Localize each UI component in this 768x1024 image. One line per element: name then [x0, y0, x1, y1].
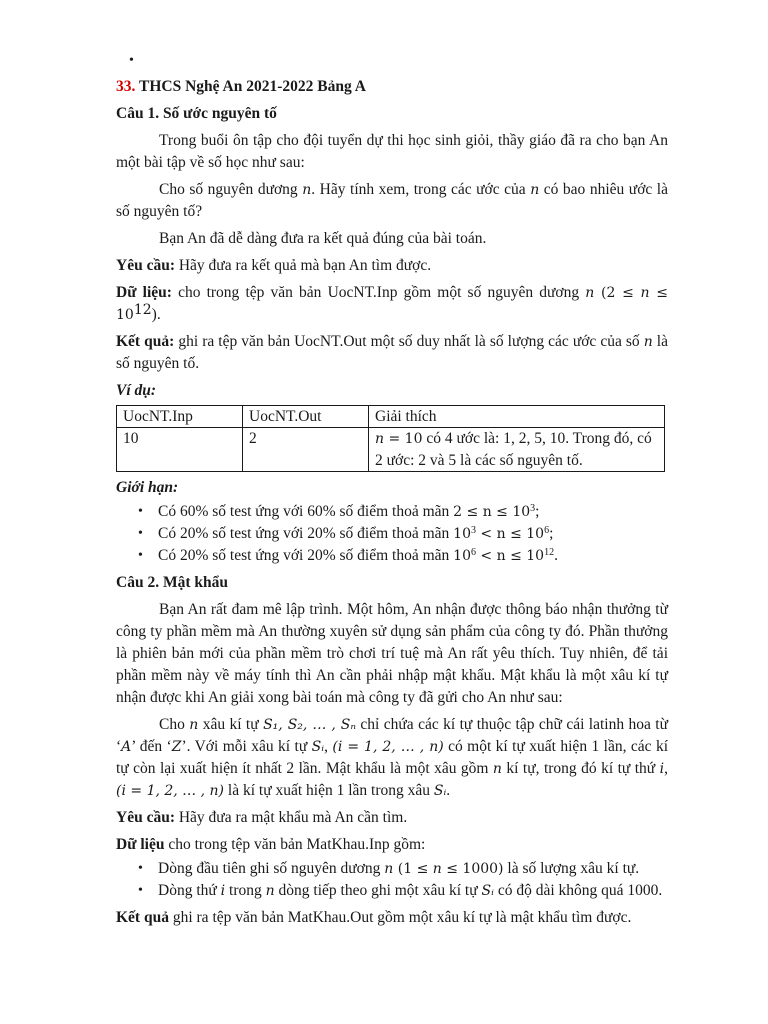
question2-requirement: Yêu cầu: Hãy đưa ra mật khẩu mà An cần tìm. — [116, 809, 408, 826]
question1-statement: Cho số nguyên dương n. Hãy tính xem, trong các ước của n có bao nhiêu ước là số nguyên tố? — [116, 181, 668, 220]
problem-heading — [116, 76, 668, 98]
document-body — [116, 50, 668, 929]
question1-heading: Câu 1. Số ước nguyên tố — [116, 105, 277, 122]
input-format-list — [116, 858, 668, 902]
list-item: • Dòng thứ i trong n dòng tiếp theo ghi một xâu kí tự Sᵢ có độ dài không quá 1000. — [116, 880, 668, 902]
table-header-row — [117, 406, 665, 428]
limits-list — [116, 501, 668, 567]
question1-output: Kết quả: ghi ra tệp văn bản UocNT.Out một số duy nhất là số lượng các ước của số n là số nguyên tố. — [116, 333, 668, 372]
question1-easy: Bạn An đã dễ dàng đưa ra kết quả đúng của bài toán. — [159, 230, 487, 247]
table-header-cell: Giải thích — [369, 406, 665, 428]
question1-requirement: Yêu cầu: Hãy đưa ra kết quả mà bạn An tìm được. — [116, 257, 432, 274]
example-label: Ví dụ: — [116, 382, 157, 399]
stray-bullet: • — [129, 53, 134, 68]
list-item: • Có 20% số test ứng với 20% số điểm thoả mãn $10^6 < n \le 10^{12}$. — [116, 545, 668, 567]
question2-intro: Bạn An rất đam mê lập trình. Một hôm, An nhận được thông báo nhận thưởng từ công ty phần mềm mà An thường xuyên sử dụng sản phẩm của công ty đó. Phần thưởng là phiên bản mới của phần mềm trò chơi trí tuệ mà An rất yêu thích. Tuy nhiên, để tải phần mềm này về máy tính thì An cần phải nhập mật khẩu. Mật khẩu là một xâu kí tự nhận được khi An giải xong bài toán mà công ty đã gửi cho An như sau: — [116, 601, 668, 706]
question2-statement: Cho n xâu kí tự S₁, S₂, … , Sₙ chỉ chứa các kí tự thuộc tập chữ cái latinh hoa từ ‘A’ đến ‘Z’. Với mỗi xâu kí tự Sᵢ, (i = 1, 2, … , n) có một kí tự xuất hiện 1 lần, các kí tự còn lại xuất hiện ít nhất 2 lần. Mật khẩu là một xâu gồm n kí tự, trong đó kí tự thứ i, (i = 1, 2, … , n) là kí tự xuất hiện 1 lần trong xâu Sᵢ. — [116, 716, 669, 799]
table-cell: 2 — [243, 428, 369, 472]
problem-number: 33. — [116, 78, 136, 95]
list-item: • Có 60% số test ứng với 60% số điểm thoả mãn $2 \le n \le 10^3$; — [116, 501, 668, 523]
problem-title: THCS Nghệ An 2021-2022 Bảng A — [138, 78, 366, 95]
list-item: • Có 20% số test ứng với 20% số điểm thoả mãn $10^3 < n \le 10^6$; — [116, 523, 668, 545]
table-cell-explanation: n = 10 có 4 ước là: 1, 2, 5, 10. Trong đó, có 2 ước: 2 và 5 là các số nguyên tố. — [369, 428, 665, 472]
question2-input: Dữ liệu cho trong tệp văn bản MatKhau.Inp gồm: — [116, 836, 426, 853]
question1-input: Dữ liệu: cho trong tệp văn bản UocNT.Inp gồm một số nguyên dương n $(2 \le n \le 10^{12})$. — [116, 284, 669, 323]
question2-output: Kết quả ghi ra tệp văn bản MatKhau.Out gồm một xâu kí tự là mật khẩu tìm được. — [116, 909, 632, 926]
limits-label: Giới hạn: — [116, 479, 179, 496]
example-table — [116, 405, 665, 472]
list-item: • Dòng đầu tiên ghi số nguyên dương n (1 ≤ n ≤ 1000) là số lượng xâu kí tự. — [116, 858, 668, 880]
table-header-cell: UocNT.Inp — [117, 406, 243, 428]
question1-intro: Trong buổi ôn tập cho đội tuyển dự thi học sinh giỏi, thầy giáo đã ra cho bạn An một bài tập về số học như sau: — [116, 132, 668, 171]
table-cell: 10 — [117, 428, 243, 472]
table-row — [117, 428, 665, 472]
question2-heading: Câu 2. Mật khẩu — [116, 574, 228, 591]
table-header-cell: UocNT.Out — [243, 406, 369, 428]
